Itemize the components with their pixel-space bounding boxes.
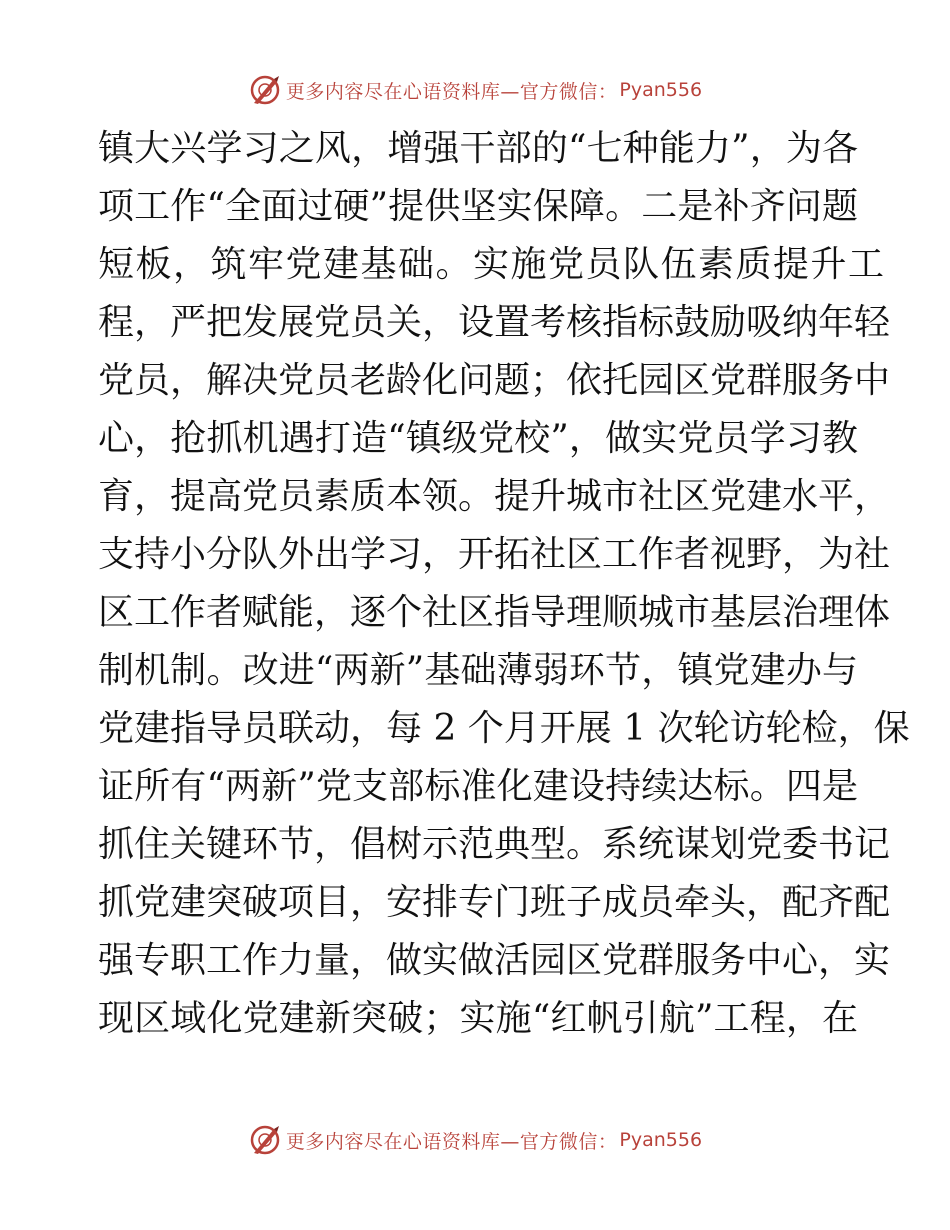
footer-banner-text: 更多内容尽在心语资料库—官方微信： <box>285 1130 618 1153</box>
header-banner <box>0 70 950 110</box>
text-line: 证所有“两新”党支部标准化建设持续达标。四是 <box>98 766 858 807</box>
text-line: 项工作“全面过硬”提供坚实保障。二是补齐问题 <box>98 186 858 227</box>
text-line: 心，抢抓机遇打造“镇级党校”，做实党员学习教 <box>98 418 858 459</box>
text-line: 强专职工作力量，做实做活园区党群服务中心，实 <box>98 940 891 981</box>
header-banner-text: 更多内容尽在心语资料库—官方微信： <box>285 80 618 103</box>
text-line: 支持小分队外出学习，开拓社区工作者视野，为社 <box>98 534 891 575</box>
document-body <box>98 120 910 1048</box>
footer-banner <box>0 1120 950 1160</box>
text-line: 党建指导员联动，每 2 个月开展 1 次轮访轮检，保 <box>98 708 910 749</box>
header-wechat-id: Pyan556 <box>619 79 703 101</box>
quill-pen-logo-icon <box>248 1123 282 1157</box>
text-line: 程，严把发展党员关，设置考核指标鼓励吸纳年轻 <box>98 302 891 343</box>
text-line: 党员，解决党员老龄化问题；依托园区党群服务中 <box>98 360 891 401</box>
footer-wechat-id: Pyan556 <box>619 1129 703 1151</box>
text-line: 镇大兴学习之风，增强干部的“七种能力”，为各 <box>98 128 858 169</box>
text-line: 现区域化党建新突破；实施“红帆引航”工程，在 <box>98 998 858 1039</box>
text-line: 育，提高党员素质本领。提升城市社区党建水平， <box>98 476 891 517</box>
quill-pen-logo-icon <box>248 73 282 107</box>
text-line: 抓住关键环节，倡树示范典型。系统谋划党委书记 <box>98 824 891 865</box>
text-line: 区工作者赋能，逐个社区指导理顺城市基层治理体 <box>98 592 891 633</box>
text-line: 短板，筑牢党建基础。实施党员队伍素质提升工 <box>98 244 886 285</box>
text-line: 制机制。改进“两新”基础薄弱环节，镇党建办与 <box>98 650 858 691</box>
text-line: 抓党建突破项目，安排专门班子成员牵头，配齐配 <box>98 882 891 923</box>
